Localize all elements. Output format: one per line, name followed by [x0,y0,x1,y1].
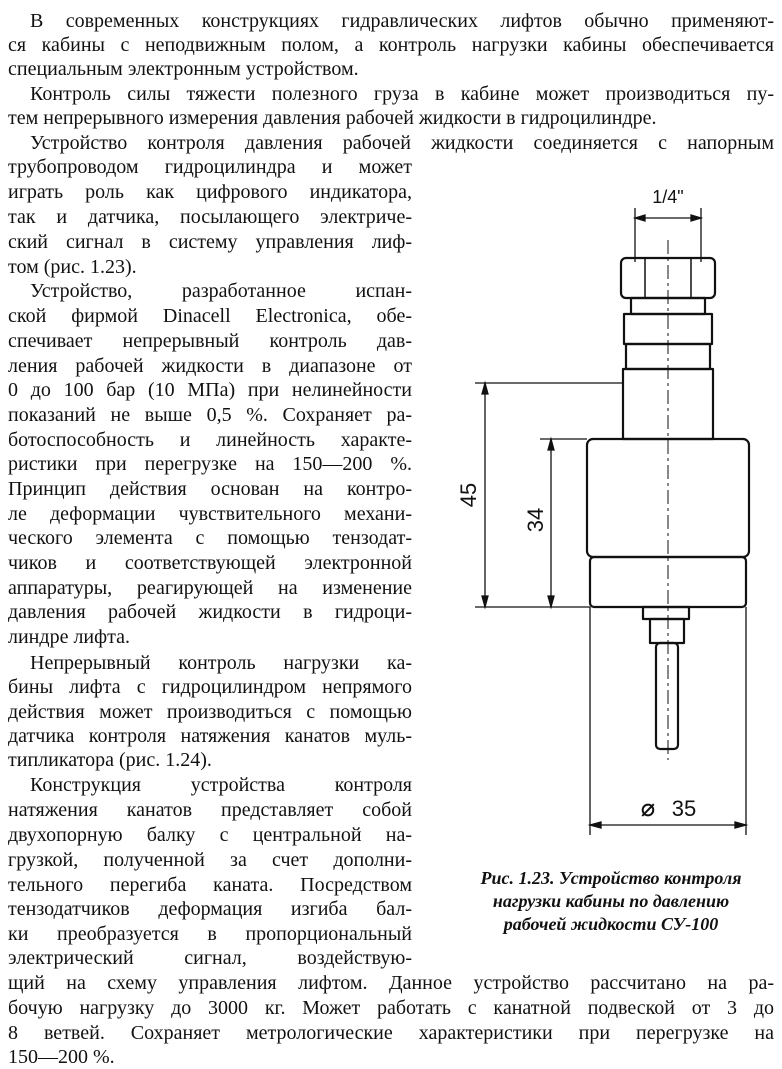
dim-total-height-label: 45 [456,482,481,508]
text-line: трубопроводом гидроцилиндра и может [8,156,412,178]
text-line: ления рабочей жидкости в диапазоне от [8,355,412,377]
text-line: ский сигнал в систему управления лиф- [8,231,412,253]
sensor-drawing [420,170,782,850]
text-line: ки преобразуется в пропорциональный [8,923,412,945]
text-line: чиков и соответствующей электронной [8,552,412,574]
dim-thread-label: 1/4" [652,187,684,207]
diameter-symbol: ⌀ [640,795,656,822]
text-line: ся кабины с неподвижным полом, а контроль нагрузки кабины обеспечивается [8,34,774,56]
dim-body-height-label: 34 [523,507,548,533]
text-line: спечивает непрерывный контроль дав- [8,330,412,352]
text-line: давления рабочей жидкости в гидроци- [8,601,412,623]
probe [656,643,678,749]
text-line: Принцип действия основан на контро- [8,478,412,500]
text-line: грузкой, полученной за счет дополни- [8,849,412,871]
lower-nut [643,607,689,619]
text-line: бины лифта с гидроцилиндром непрямого [8,676,412,698]
text-line: датчика контроля натяжения канатов муль- [8,725,412,747]
text-line: Устройство, разработанное испан- [30,280,412,302]
text-line: натяжения канатов представляет собой [8,799,412,821]
text-line: 0 до 100 бар (10 МПа) при нелинейности [8,379,412,401]
text-line: ской фирмой Dinacell Electronica, обе- [8,305,412,327]
text-line: тельного перегиба каната. Посредством [8,874,412,896]
text-line: двухопорную балку с центральной на- [8,824,412,846]
text-line: ческого элемента с помощью тензодат- [8,527,412,549]
text-line: тензодатчиков деформация изгиба бал- [8,898,412,920]
text-line: действия может производиться с помощью [8,701,412,723]
text-line: щий на схему управления лифтом. Данное устройство рассчитано на ра- [8,972,774,994]
text-line: В современных конструкциях гидравлических лифтов обычно применяют- [30,10,774,32]
text-line: электрический сигнал, воздействую- [8,947,412,969]
text-line: показаний не выше 0,5 %. Сохраняет ра- [8,404,412,426]
text-line: ристики при перегрузке на 150—200 %. [8,453,412,475]
text-line: тем непрерывного измерения давления рабочей жидкости в гидроцилиндре. [8,107,657,129]
text-line: типликатора (рис. 1.24). [8,749,212,771]
text-line: аппаратуры, реагирующей на изменение [8,577,412,599]
dim-diameter-label: 35 [671,796,697,821]
text-line: играть роль как цифрового индикатора, [8,181,412,203]
text-line: ле деформации чувствительного механи- [8,503,412,525]
text-line: линдре лифта. [8,626,130,648]
text-line: Непрерывный контроль нагрузки ка- [30,652,412,674]
text-line: Контроль силы тяжести полезного груза в кабине может производиться пу- [30,83,774,105]
figure-caption: Рис. 1.23. Устройство контроля [480,868,742,888]
text-line: 150—200 %. [8,1046,115,1068]
lower-nut [650,619,684,643]
figure-caption: нагрузки кабины по давлению [492,891,730,911]
text-line: так и датчика, посылающего электриче- [8,206,412,228]
text-line: ботоспособность и линейность характе- [8,429,412,451]
text-line: Конструкция устройства контроля [30,774,412,796]
text-line: том (рис. 1.23). [8,256,137,278]
text-line: бочую нагрузку до 3000 кг. Может работать с канатной подвеской от 3 до [8,997,774,1019]
text-line: специальным электронным устройством. [8,58,359,80]
text-line: Устройство контроля давления рабочей жидкости соединяется с напорным [30,132,774,154]
text-line: 8 ветвей. Сохраняет метрологические характеристики при перегрузке на [8,1022,774,1044]
figure-caption: рабочей жидкости СУ-100 [503,914,719,934]
